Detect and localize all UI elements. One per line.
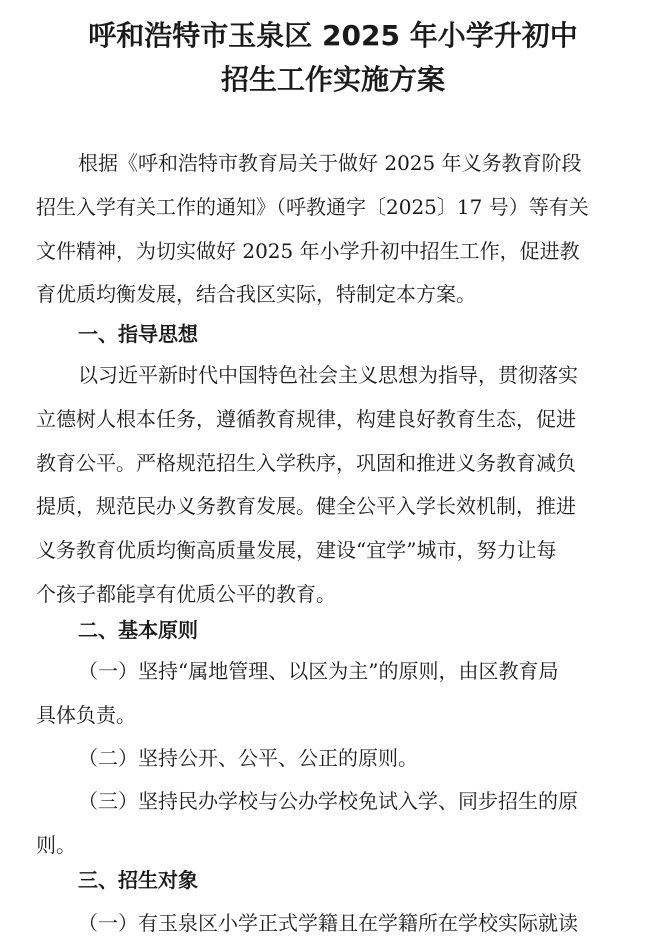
section-2-item-1-line: 具体负责。 xyxy=(36,702,136,727)
section-2-item-3 xyxy=(36,780,630,868)
section-3-item-1-line: （一）有玉泉区小学正式学籍且在学籍所在学校实际就读 xyxy=(78,911,578,935)
section-3-item-1 xyxy=(36,902,630,946)
section-1-line: 提质，规范民办义务教育发展。健全公平入学长效机制，推进 xyxy=(36,494,576,519)
intro-line: 招生入学有关工作的通知》（呼教通字〔2025〕17 号）等有关 xyxy=(36,194,589,219)
intro-line: 根据《呼和浩特市教育局关于做好 2025 年义务教育阶段 xyxy=(78,151,582,175)
section-2-item-3-line: 则。 xyxy=(36,832,76,857)
section-heading-guiding-ideology: 一、指导思想 xyxy=(78,322,198,346)
section-1-paragraph xyxy=(36,354,630,617)
section-2-item-1-line: （一）坚持“属地管理、以区为主”的原则，由区教育局 xyxy=(78,659,559,683)
section-2-item-3-line: （三）坚持民办学校与公办学校免试入学、同步招生的原 xyxy=(78,789,578,813)
section-2-item-1 xyxy=(36,650,630,738)
section-heading-enrollment-targets: 三、招生对象 xyxy=(78,868,198,892)
intro-line: 文件精神，为切实做好 2025 年小学升初中招生工作，促进教 xyxy=(36,238,580,263)
section-1-line: 立德树人根本任务，遵循教育规律，构建良好教育生态，促进 xyxy=(36,406,576,431)
section-1-line: 义务教育优质均衡高质量发展，建设“宜学”城市，努力让每 xyxy=(36,538,557,563)
intro-paragraph xyxy=(36,142,630,317)
section-1-line: 以习近平新时代中国特色社会主义思想为指导，贯彻落实 xyxy=(78,363,578,387)
section-1-line: 个孩子都能享有优质公平的教育。 xyxy=(36,581,336,606)
section-2-item-2 xyxy=(36,737,630,781)
intro-line: 育优质均衡发展，结合我区实际，特制定本方案。 xyxy=(36,282,476,307)
section-2-item-2-line: （二）坚持公开、公平、公正的原则。 xyxy=(78,746,418,770)
section-1-line: 教育公平。严格规范招生入学秩序，巩固和推进义务教育减负 xyxy=(36,450,576,475)
section-heading-basic-principles: 二、基本原则 xyxy=(78,618,198,642)
document-title-line-2: 招生工作实施方案 xyxy=(220,63,445,96)
document-title-line-1: 呼和浩特市玉泉区 2025 年小学升初中 xyxy=(88,19,578,52)
